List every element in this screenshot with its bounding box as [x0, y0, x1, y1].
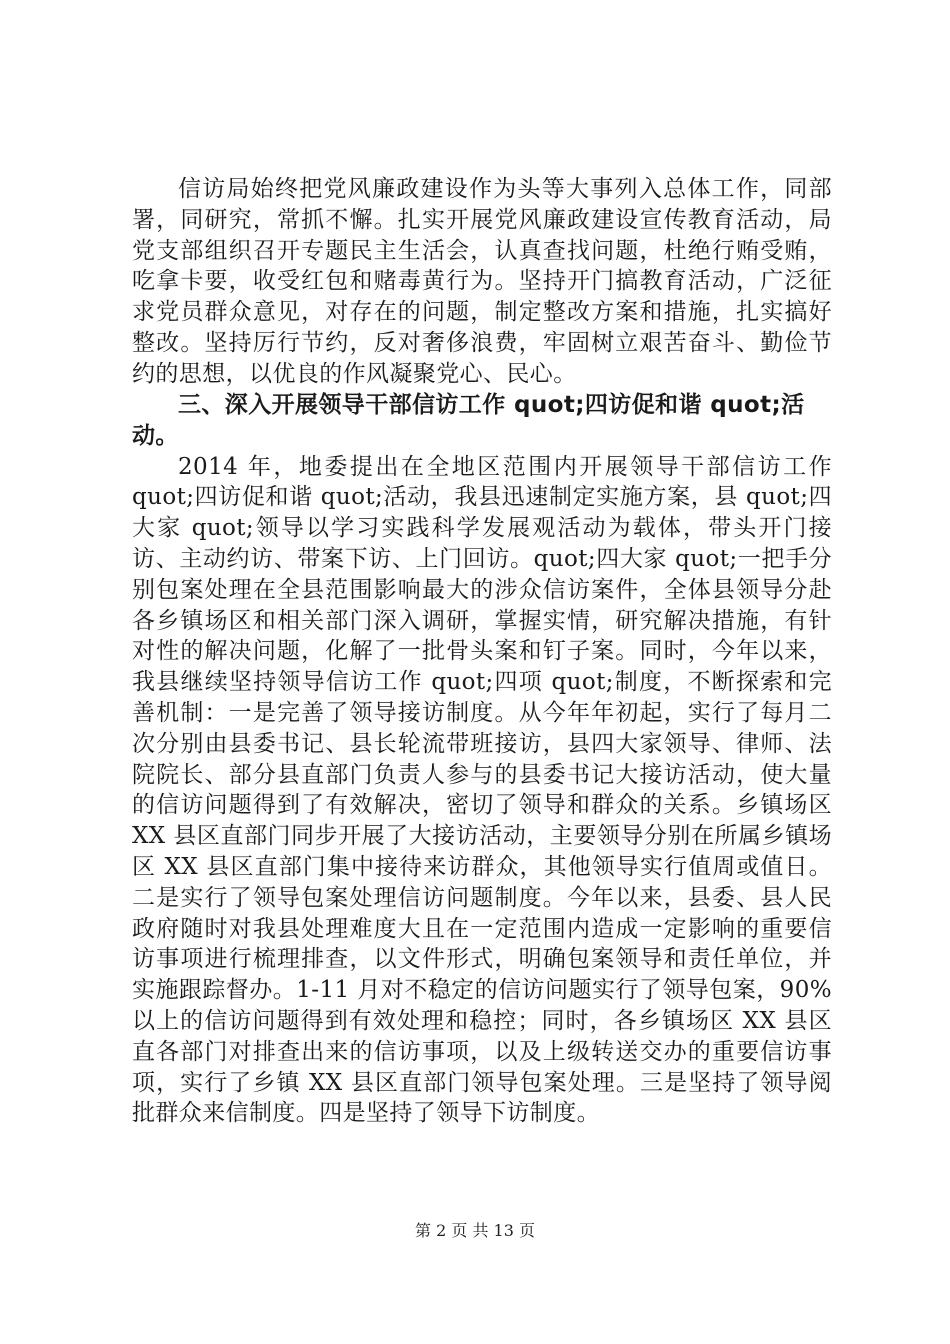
page-footer: 第 2 页 共 13 页 — [415, 1221, 535, 1240]
document-body — [132, 174, 832, 1129]
paragraph-four-visits: 2014 年，地委提出在全地区范围内开展领导干部信访工作 quot;四访促和谐 quot;活动，我县迅速制定实施方案，县 quot;四大家 quot;领导以学习实践科学发展观活动为载体，带头开门接访、主动约访、带案下访、上门回访。quot;四大家 quot;一把手分别包案处理在全县范围影响最大的涉众信访案件，全体县领导分赴各乡镇场区和相关部门深入调研，掌握实情，研究解决措施，有针对性的解决问题，化解了一批骨头案和钉子案。同时，今年以来，我县继续坚持领导信访工作 quot;四项 quot;制度，不断探索和完善机制：一是完善了领导接访制度。从今年年初起，实行了每月二次分别由县委书记、县长轮流带班接访，县四大家领导、律师、法院院长、部分县直部门负责人参与的县委书记大接访活动，使大量的信访问题得到了有效解决，密切了领导和群众的关系。乡镇场区 XX 县区直部门同步开展了大接访活动，主要领导分别在所属乡镇场区 XX 县区直部门集中接待来访群众，其他领导实行值周或值日。二是实行了领导包案处理信访问题制度。今年以来，县委、县人民政府随时对我县处理难度大且在一定范围内造成一定影响的重要信访事项进行梳理排查，以文件形式，明确包案领导和责任单位，并实施跟踪督办。1-11 月对不稳定的信访问题实行了领导包案，90%以上的信访问题得到有效处理和稳控；同时，各乡镇场区 XX 县区直各部门对排查出来的信访事项，以及上级转送交办的重要信访事项，实行了乡镇 XX 县区直部门领导包案处理。三是坚持了领导阅批群众来信制度。四是坚持了领导下访制度。 — [132, 453, 832, 1127]
paragraph-party-conduct: 信访局始终把党风廉政建设作为头等大事列入总体工作，同部署，同研究，常抓不懈。扎实开展党风廉政建设宣传教育活动，局党支部组织召开专题民主生活会，认真查找问题，杜绝行贿受贿，吃拿卡要，收受红包和赌毒黄行为。坚持开门搞教育活动，广泛征求党员群众意见，对存在的问题，制定整改方案和措施，扎实搞好整改。坚持厉行节约，反对奢侈浪费，牢固树立艰苦奋斗、勤俭节约的思想，以优良的作风凝聚党心、民心。 — [132, 176, 832, 387]
section-heading-3: 三、深入开展领导干部信访工作 quot;四访促和谐 quot;活动。 — [132, 391, 805, 449]
